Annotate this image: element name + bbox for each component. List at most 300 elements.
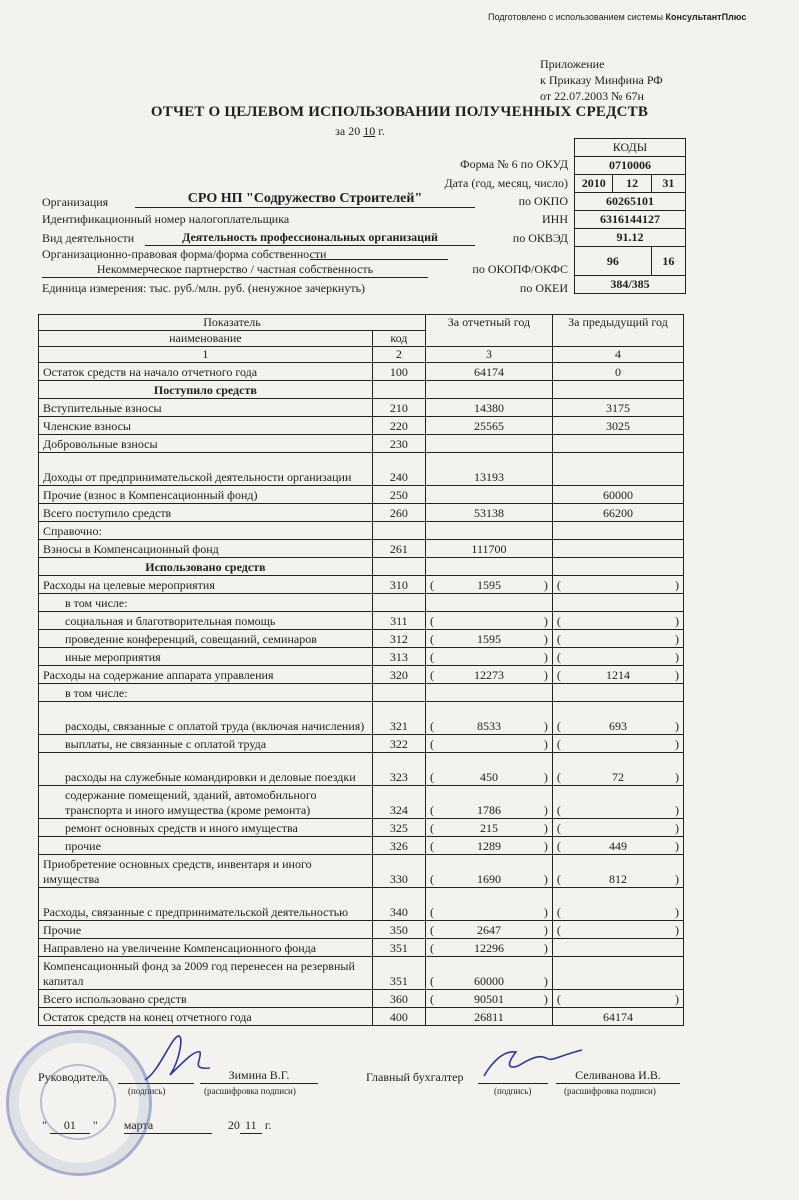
row-name: Остаток средств на конец отчетного года	[39, 1008, 373, 1026]
col-indicator: Показатель	[39, 315, 426, 331]
unit-label: Единица измерения: тыс. руб./млн. руб. (ненужное зачеркнуть)	[42, 281, 366, 295]
inn-label: Идентификационный номер налогоплательщика	[42, 212, 290, 226]
value-text	[434, 614, 544, 629]
col-num-1: 1	[39, 347, 373, 363]
value-text	[561, 992, 675, 1007]
bracket-open: (	[429, 992, 434, 1006]
row-name: Расходы на целевые мероприятия	[39, 576, 373, 594]
row-name: Добровольные взносы	[39, 435, 373, 453]
bracket-close: )	[675, 614, 679, 628]
table-row	[39, 921, 684, 939]
row-name: прочие	[39, 837, 373, 855]
accountant-decode-caption: (расшифровка подписи)	[564, 1086, 656, 1096]
table-row	[39, 453, 684, 486]
value-text: 90501	[473, 992, 504, 1006]
table-row	[39, 666, 684, 684]
row-code: 360	[372, 990, 425, 1008]
table-row	[39, 381, 684, 399]
table-row	[39, 1008, 684, 1026]
bracket-close: )	[543, 821, 548, 835]
bracket-open: (	[556, 803, 561, 817]
row-current-value	[425, 957, 552, 990]
bracket-close: )	[543, 839, 548, 853]
row-name: Прочие (взнос в Компенсационный фонд)	[39, 486, 373, 504]
row-current-value	[425, 594, 552, 612]
okpo-label: по ОКПО	[518, 194, 568, 208]
appendix-block	[540, 56, 663, 104]
table-row	[39, 735, 684, 753]
bracket-close: )	[675, 839, 679, 853]
value-text	[561, 923, 675, 938]
row-current-value	[425, 381, 552, 399]
row-previous-value	[552, 702, 683, 735]
okopf-code: 96	[575, 247, 652, 276]
bracket-open: (	[556, 719, 561, 733]
table-row	[39, 837, 684, 855]
inn-label-short: ИНН	[542, 212, 568, 226]
row-previous-value: 64174	[552, 1008, 683, 1026]
row-current-value	[425, 702, 552, 735]
row-name: ремонт основных средств и иного имущества	[39, 819, 373, 837]
col-previous: За предыдущий год	[552, 315, 683, 347]
date-day: 31	[651, 175, 685, 193]
row-name: в том числе:	[39, 594, 373, 612]
row-previous-value	[552, 921, 683, 939]
org-name: СРО НП "Содружество Строителей"	[135, 191, 475, 208]
row-code: 313	[372, 648, 425, 666]
row-code: 260	[372, 504, 425, 522]
bracket-open: (	[556, 905, 561, 919]
value-text: 8533	[476, 719, 501, 733]
col-num-2: 2	[372, 347, 425, 363]
row-previous-value	[552, 630, 683, 648]
value-text: 12273	[473, 668, 504, 682]
row-current-value	[425, 522, 552, 540]
okei-code: 384/385	[575, 276, 686, 294]
bracket-open: (	[556, 872, 561, 886]
bracket-close: )	[543, 905, 548, 919]
prepared-note	[488, 12, 746, 22]
value-text: 72	[611, 770, 624, 784]
value-text: 215	[479, 821, 498, 835]
row-previous-value	[552, 990, 683, 1008]
row-code	[372, 684, 425, 702]
value-text: 1786	[476, 803, 501, 817]
row-name: Поступило средств	[39, 381, 373, 399]
row-code: 310	[372, 576, 425, 594]
bracket-open: (	[429, 719, 434, 733]
value-text: 1289	[476, 839, 501, 853]
value-text	[434, 650, 544, 665]
value-text	[561, 905, 675, 920]
row-name: Членские взносы	[39, 417, 373, 435]
row-current-value	[425, 753, 552, 786]
table-row	[39, 594, 684, 612]
bracket-close: )	[543, 578, 548, 592]
row-name: Остаток средств на начало отчетного года	[39, 363, 373, 381]
inn-code: 6316144127	[575, 211, 686, 229]
value-text	[561, 578, 675, 593]
date-year: 2010	[575, 175, 613, 193]
row-code: 325	[372, 819, 425, 837]
codes-table	[574, 138, 686, 294]
bracket-open: (	[556, 614, 561, 628]
report-table	[38, 314, 684, 1026]
okpo-code: 60265101	[575, 193, 686, 211]
bracket-open: (	[556, 923, 561, 937]
bracket-close: )	[675, 668, 679, 682]
bracket-open: (	[556, 632, 561, 646]
row-current-value	[425, 990, 552, 1008]
bracket-open: (	[556, 668, 561, 682]
bracket-close: )	[543, 872, 548, 886]
row-code: 323	[372, 753, 425, 786]
row-code: 322	[372, 735, 425, 753]
table-row	[39, 888, 684, 921]
appendix-line-3: от 22.07.2003 № 67н	[540, 89, 644, 103]
row-previous-value	[552, 666, 683, 684]
row-current-value: 64174	[425, 363, 552, 381]
report-period	[0, 124, 720, 139]
row-current-value	[425, 612, 552, 630]
row-previous-value	[552, 837, 683, 855]
bracket-open: (	[429, 974, 434, 988]
bracket-close: )	[543, 770, 548, 784]
row-name: Расходы, связанные с предпринимательской деятельностью	[39, 888, 373, 921]
bracket-open: (	[429, 650, 434, 664]
value-text: 1595	[476, 632, 501, 646]
row-previous-value: 0	[552, 363, 683, 381]
table-row	[39, 540, 684, 558]
row-previous-value: 60000	[552, 486, 683, 504]
bracket-close: )	[675, 650, 679, 664]
period-year: 10	[363, 124, 376, 138]
value-text: 449	[608, 839, 627, 853]
okfs-code: 16	[651, 247, 685, 276]
row-code	[372, 522, 425, 540]
row-code: 320	[372, 666, 425, 684]
row-current-value: 53138	[425, 504, 552, 522]
row-code: 400	[372, 1008, 425, 1026]
row-previous-value	[552, 957, 683, 990]
bracket-open: (	[429, 632, 434, 646]
bracket-close: )	[675, 770, 679, 784]
bracket-close: )	[543, 668, 548, 682]
row-name: Приобретение основных средств, инвентаря и иного имущества	[39, 855, 373, 888]
row-previous-value	[552, 684, 683, 702]
head-signature-graphic	[140, 1030, 220, 1090]
row-current-value: 14380	[425, 399, 552, 417]
row-name: иные мероприятия	[39, 648, 373, 666]
value-text	[561, 737, 675, 752]
row-current-value	[425, 939, 552, 957]
bracket-close: )	[675, 737, 679, 751]
bracket-open: (	[556, 650, 561, 664]
col-num-4: 4	[552, 347, 683, 363]
row-code: 240	[372, 453, 425, 486]
row-previous-value	[552, 435, 683, 453]
row-current-value	[425, 921, 552, 939]
row-current-value: 111700	[425, 540, 552, 558]
date-label: Дата (год, месяц, число)	[444, 176, 568, 190]
row-current-value: 25565	[425, 417, 552, 435]
date-quote-close: "	[92, 1118, 98, 1132]
head-decode-caption: (расшифровка подписи)	[204, 1086, 296, 1096]
bracket-close: )	[543, 632, 548, 646]
bracket-close: )	[543, 614, 548, 628]
table-row	[39, 399, 684, 417]
row-current-value	[425, 666, 552, 684]
table-row	[39, 957, 684, 990]
row-code: 311	[372, 612, 425, 630]
bracket-close: )	[675, 821, 679, 835]
row-code: 230	[372, 435, 425, 453]
row-current-value	[425, 819, 552, 837]
okved-code: 91.12	[575, 229, 686, 247]
table-row	[39, 558, 684, 576]
row-previous-value	[552, 939, 683, 957]
table-row	[39, 576, 684, 594]
row-name: выплаты, не связанные с оплатой труда	[39, 735, 373, 753]
value-text: 1214	[605, 668, 630, 682]
row-name: Справочно:	[39, 522, 373, 540]
row-name: расходы на служебные командировки и деловые поездки	[39, 753, 373, 786]
row-name: проведение конференций, совещаний, семинаров	[39, 630, 373, 648]
bracket-open: (	[556, 578, 561, 592]
bracket-close: )	[543, 941, 548, 955]
bracket-close: )	[543, 974, 548, 988]
form-label: Форма № 6 по ОКУД	[460, 157, 568, 171]
row-code: 350	[372, 921, 425, 939]
row-previous-value	[552, 576, 683, 594]
row-previous-value	[552, 594, 683, 612]
prepared-note-prefix: Подготовлено с использованием системы	[488, 12, 664, 22]
row-previous-value	[552, 648, 683, 666]
row-name: Компенсационный фонд за 2009 год перенесен на резервный капитал	[39, 957, 373, 990]
date-quote-open: "	[42, 1118, 47, 1132]
period-prefix: за 20	[335, 124, 361, 138]
row-current-value	[425, 855, 552, 888]
row-current-value: 26811	[425, 1008, 552, 1026]
legal-form-underline	[310, 245, 448, 260]
row-code: 312	[372, 630, 425, 648]
value-text	[561, 650, 675, 665]
sign-date-month: марта	[124, 1118, 212, 1134]
head-sign-caption: (подпись)	[128, 1086, 166, 1096]
row-previous-value	[552, 381, 683, 399]
bracket-open: (	[429, 668, 434, 682]
row-previous-value	[552, 888, 683, 921]
sign-date-suffix: г.	[264, 1118, 272, 1132]
bracket-close: )	[675, 992, 679, 1006]
value-text	[561, 821, 675, 836]
row-code: 340	[372, 888, 425, 921]
okved-label: по ОКВЭД	[512, 231, 568, 245]
head-label: Руководитель	[38, 1070, 108, 1084]
form-code: 0710006	[575, 157, 686, 175]
bracket-close: )	[675, 719, 679, 733]
row-previous-value	[552, 540, 683, 558]
table-row	[39, 819, 684, 837]
bracket-close: )	[543, 992, 548, 1006]
appendix-line-2: к Приказу Минфина РФ	[540, 73, 663, 87]
bracket-close: )	[675, 872, 679, 886]
row-current-value	[425, 786, 552, 819]
accountant-label: Главный бухгалтер	[366, 1070, 464, 1084]
sign-date-day: 01	[50, 1118, 90, 1134]
activity-value: Деятельность профессиональных организаций	[145, 230, 475, 246]
row-code: 220	[372, 417, 425, 435]
period-suffix: г.	[378, 124, 385, 138]
value-text	[434, 905, 544, 920]
bracket-open: (	[429, 905, 434, 919]
org-label: Организация	[42, 195, 109, 209]
row-code: 324	[372, 786, 425, 819]
bracket-open: (	[429, 614, 434, 628]
table-row	[39, 684, 684, 702]
row-name: Направлено на увеличение Компенсационного фонда	[39, 939, 373, 957]
date-month: 12	[613, 175, 651, 193]
row-code: 321	[372, 702, 425, 735]
row-current-value	[425, 576, 552, 594]
legal-form-label: Организационно-правовая форма/форма собственности	[42, 247, 327, 261]
table-row	[39, 990, 684, 1008]
col-code: код	[372, 331, 425, 347]
row-name: Использовано средств	[39, 558, 373, 576]
table-row	[39, 522, 684, 540]
row-current-value	[425, 486, 552, 504]
organization-stamp-inner	[40, 1064, 116, 1140]
value-text: 1595	[476, 578, 501, 592]
bracket-close: )	[675, 803, 679, 817]
value-text: 693	[608, 719, 627, 733]
bracket-open: (	[429, 839, 434, 853]
prepared-note-brand: КонсультантПлюс	[665, 12, 747, 22]
table-row	[39, 648, 684, 666]
row-previous-value	[552, 819, 683, 837]
okopf-label: по ОКОПФ/ОКФС	[472, 262, 568, 276]
bracket-open: (	[429, 803, 434, 817]
legal-form-value: Некоммерческое партнерство / частная собственность	[42, 262, 428, 278]
row-code: 261	[372, 540, 425, 558]
activity-label: Вид деятельности	[42, 231, 135, 245]
value-text: 12296	[473, 941, 504, 955]
row-previous-value: 66200	[552, 504, 683, 522]
value-text: 60000	[473, 974, 504, 988]
value-text: 450	[479, 770, 498, 784]
col-current: За отчетный год	[425, 315, 552, 347]
bracket-open: (	[556, 821, 561, 835]
row-current-value	[425, 558, 552, 576]
bracket-open: (	[556, 737, 561, 751]
table-row	[39, 435, 684, 453]
row-name: в том числе:	[39, 684, 373, 702]
table-row	[39, 504, 684, 522]
bracket-close: )	[543, 737, 548, 751]
bracket-close: )	[543, 923, 548, 937]
sign-date-year-prefix: 20	[227, 1118, 240, 1132]
accountant-name: Селиванова И.В.	[556, 1068, 680, 1084]
value-text	[561, 803, 675, 818]
table-row	[39, 753, 684, 786]
codes-header: КОДЫ	[575, 139, 686, 157]
value-text: 2647	[476, 923, 501, 937]
row-code	[372, 594, 425, 612]
table-row	[39, 939, 684, 957]
okei-label: по ОКЕИ	[519, 281, 568, 295]
row-code: 100	[372, 363, 425, 381]
value-text: 1690	[476, 872, 501, 886]
row-current-value: 13193	[425, 453, 552, 486]
row-name: Всего использовано средств	[39, 990, 373, 1008]
row-code: 210	[372, 399, 425, 417]
value-text: 812	[608, 872, 627, 886]
row-previous-value	[552, 522, 683, 540]
bracket-open: (	[429, 737, 434, 751]
sign-date-year: 11	[240, 1118, 262, 1134]
row-current-value	[425, 837, 552, 855]
row-previous-value	[552, 753, 683, 786]
value-text	[561, 632, 675, 647]
table-row	[39, 702, 684, 735]
row-name: Взносы в Компенсационный фонд	[39, 540, 373, 558]
row-previous-value	[552, 453, 683, 486]
row-code: 351	[372, 957, 425, 990]
row-previous-value	[552, 786, 683, 819]
bracket-open: (	[429, 872, 434, 886]
bracket-open: (	[429, 821, 434, 835]
row-current-value	[425, 630, 552, 648]
row-code	[372, 558, 425, 576]
table-row	[39, 363, 684, 381]
row-name: Вступительные взносы	[39, 399, 373, 417]
row-code: 250	[372, 486, 425, 504]
row-previous-value: 3175	[552, 399, 683, 417]
table-row	[39, 630, 684, 648]
bracket-close: )	[543, 719, 548, 733]
row-code: 330	[372, 855, 425, 888]
bracket-close: )	[675, 578, 679, 592]
bracket-close: )	[675, 923, 679, 937]
row-previous-value: 3025	[552, 417, 683, 435]
row-previous-value	[552, 558, 683, 576]
table-row	[39, 486, 684, 504]
row-code: 326	[372, 837, 425, 855]
bracket-open: (	[429, 923, 434, 937]
bracket-open: (	[556, 770, 561, 784]
report-title: ОТЧЕТ О ЦЕЛЕВОМ ИСПОЛЬЗОВАНИИ ПОЛУЧЕННЫХ СРЕДСТВ	[150, 104, 649, 120]
row-name: Доходы от предпринимательской деятельности организации	[39, 453, 373, 486]
table-row	[39, 855, 684, 888]
appendix-line-1: Приложение	[540, 57, 605, 71]
bracket-close: )	[543, 803, 548, 817]
row-previous-value	[552, 855, 683, 888]
row-previous-value	[552, 612, 683, 630]
bracket-open: (	[429, 770, 434, 784]
bracket-open: (	[556, 992, 561, 1006]
row-current-value	[425, 888, 552, 921]
accountant-sign-caption: (подпись)	[494, 1086, 532, 1096]
row-code	[372, 381, 425, 399]
row-previous-value	[552, 735, 683, 753]
table-row	[39, 417, 684, 435]
row-current-value	[425, 435, 552, 453]
row-name: Всего поступило средств	[39, 504, 373, 522]
row-code: 351	[372, 939, 425, 957]
bracket-close: )	[543, 650, 548, 664]
bracket-close: )	[675, 905, 679, 919]
row-name: содержание помещений, зданий, автомобильного транспорта и иного имущества (кроме ремонта)	[39, 786, 373, 819]
